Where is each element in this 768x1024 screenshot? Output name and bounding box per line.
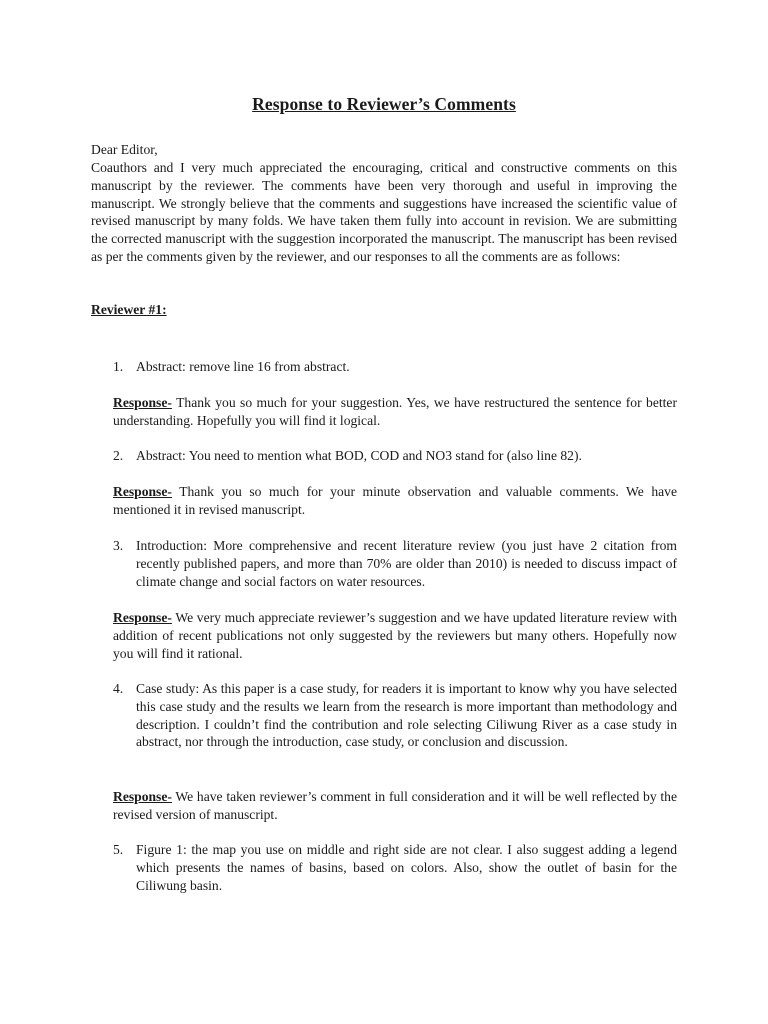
comment-text: Introduction: More comprehensive and recent literature review (you just have 2 citation from recently published papers, and more than 70% are older than 2010) is needed to discuss impact of climate change and social factors on water resources.	[136, 538, 677, 589]
reviewer-heading: Reviewer #1:	[91, 302, 167, 317]
comment-text: Figure 1: the map you use on middle and right side are not clear. I also suggest adding a legend which presents the names of basins, based on colors. Also, show the outlet of basin for the Ciliwung basin.	[136, 842, 677, 893]
response-label: Response-	[113, 789, 172, 804]
comment-number: 4.	[113, 681, 124, 696]
response-2	[113, 483, 677, 519]
intro-paragraph: Coauthors and I very much appreciated the encouraging, critical and constructive comments on this manuscript by the reviewer. The comments have been very thorough and useful in improving the manuscript. We strongly believe that the comments and suggestions have increased the scientific value of revised manuscript by many folds. We have taken them fully into account in revision. We are submitting the corrected manuscript with the suggestion incorporated the manuscript. The manuscript has been revised as per the comments given by the reviewer, and our responses to all the comments are as follows:	[91, 160, 677, 264]
comment-number: 5.	[113, 842, 124, 857]
comment-item-1	[113, 358, 677, 376]
response-4	[113, 788, 677, 824]
comment-number: 3.	[113, 538, 124, 553]
response-text: We very much appreciate reviewer’s suggestion and we have updated literature review with addition of recent publications not only suggested by the reviewers but many others. Hopefully now you will find it rational.	[113, 610, 677, 661]
document-title: Response to Reviewer’s Comments	[252, 94, 516, 114]
response-label: Response-	[113, 395, 172, 410]
comment-item-2	[113, 447, 677, 465]
response-label: Response-	[113, 484, 172, 499]
response-3	[113, 609, 677, 662]
response-text: Thank you so much for your suggestion. Yes, we have restructured the sentence for better understanding. Hopefully you will find it logical.	[113, 395, 677, 428]
comment-item-5	[113, 841, 677, 894]
comment-number: 2.	[113, 448, 124, 463]
comment-item-4	[113, 680, 677, 751]
comment-text: Case study: As this paper is a case study, for readers it is important to know why you have selected this case study and the results we learn from the research is more important than methodology and description. I couldn’t find the contribution and role selecting Ciliwung River as a case study in abstract, nor through the introduction, case study, or conclusion and discussion.	[136, 681, 677, 750]
comment-item-3	[113, 537, 677, 590]
response-label: Response-	[113, 610, 172, 625]
comment-text: Abstract: remove line 16 from abstract.	[136, 359, 350, 374]
salutation: Dear Editor,	[91, 142, 158, 157]
comment-text: Abstract: You need to mention what BOD, COD and NO3 stand for (also line 82).	[136, 448, 582, 463]
response-text: Thank you so much for your minute observation and valuable comments. We have mentioned it in revised manuscript.	[113, 484, 677, 517]
response-1	[113, 394, 677, 430]
response-text: We have taken reviewer’s comment in full consideration and it will be well reflected by the revised version of manuscript.	[113, 789, 677, 822]
comment-number: 1.	[113, 359, 124, 374]
